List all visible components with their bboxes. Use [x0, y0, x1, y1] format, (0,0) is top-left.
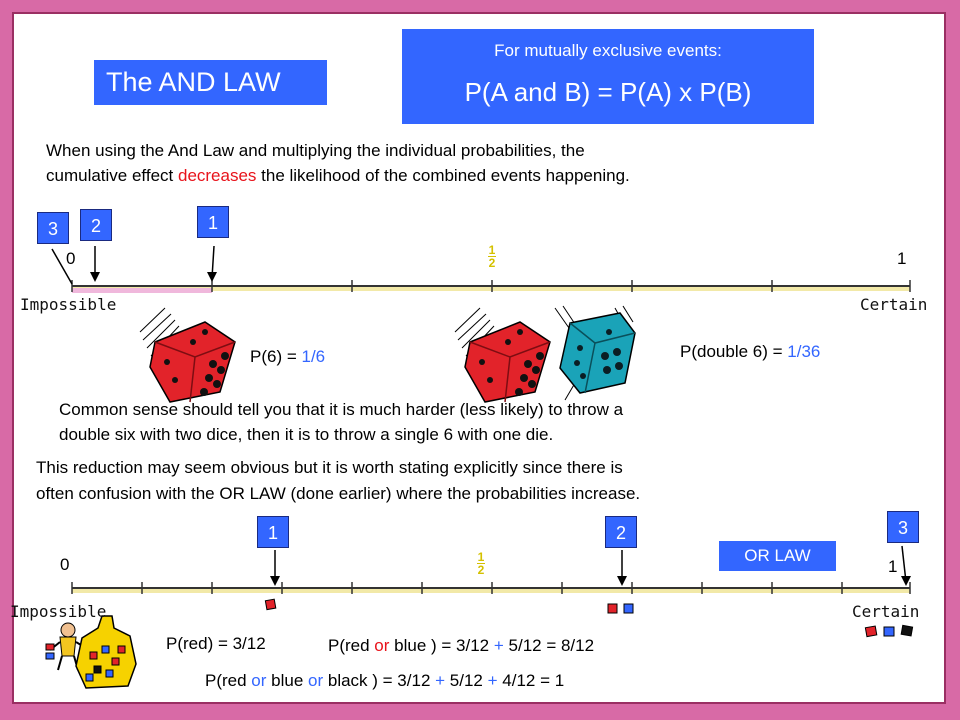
rb-part-2: blue ) = 3/12	[389, 636, 494, 655]
reduction-line-1: This reduction may seem obvious but it is worth stating explicitly since there is	[36, 458, 623, 477]
bottom-scale-fill	[72, 589, 910, 593]
rbb-part-3: black ) = 3/12	[323, 671, 436, 690]
intro-highlight-decreases: decreases	[177, 166, 257, 185]
rbb-part-4: 5/12	[445, 671, 488, 690]
common-sense-line-1: Common sense should tell you that it is much harder (less likely) to throw a	[59, 400, 624, 419]
badge-top-1: 1	[197, 206, 229, 238]
top-impossible-label: Impossible	[20, 295, 117, 314]
intro-line-2-a: cumulative effect	[46, 166, 178, 185]
rb-part-1: P(red	[328, 636, 375, 655]
top-half-numerator: 1	[488, 243, 496, 257]
red-die-single	[140, 308, 235, 402]
intro-line-2-b: the likelihood of the combined events happening.	[256, 166, 630, 185]
pdouble-equation	[680, 339, 820, 364]
p6-label: P(6) =	[250, 347, 302, 366]
p6-value: 1/6	[301, 347, 326, 366]
top-half-denominator: 2	[488, 256, 496, 270]
rbb-part-1: P(red	[205, 671, 252, 690]
formula-text: P(A and B) = P(A) x P(B)	[464, 77, 752, 107]
reduction-line-2: often confusion with the OR LAW (done earlier) where the probabilities increase.	[36, 484, 641, 503]
top-scale-low-region	[72, 288, 212, 293]
counter-bag	[76, 616, 136, 688]
badge-bottom-1: 1	[257, 516, 289, 548]
badge-bottom-2: 2	[605, 516, 637, 548]
bottom-scale-half	[474, 551, 488, 576]
or-law-label: OR LAW	[719, 541, 836, 571]
top-certain-label: Certain	[860, 295, 928, 314]
bottom-certain-label: Certain	[852, 602, 920, 621]
p-red-or-blue-or-black-equation	[205, 668, 564, 693]
teal-die	[555, 306, 635, 400]
red-die-pair	[455, 308, 550, 402]
p6-equation	[250, 344, 325, 369]
rb-part-3: 5/12 = 8/12	[503, 636, 595, 655]
top-scale-one: 1	[897, 249, 907, 268]
badge-top-3: 3	[37, 212, 69, 244]
bottom-scale-zero: 0	[60, 555, 70, 574]
bottom-half-numerator: 1	[477, 550, 485, 564]
top-scale-half	[485, 244, 499, 269]
counters-red	[265, 599, 275, 609]
pdouble-value: 1/36	[787, 342, 821, 361]
top-scale	[52, 246, 910, 293]
arrow-2-head	[90, 272, 100, 282]
p-red-or-blue-equation	[328, 633, 594, 658]
title-text: The AND LAW	[106, 67, 281, 97]
counters-red-blue-black	[865, 625, 912, 636]
rbb-plus-1: +	[435, 671, 446, 690]
top-scale-zero: 0	[66, 249, 76, 268]
rbb-or-2: or	[308, 671, 324, 690]
rbb-part-2: blue	[266, 671, 309, 690]
rb-plus: +	[493, 636, 504, 655]
common-sense-line-2: double six with two dice, then it is to throw a single 6 with one die.	[59, 425, 554, 444]
pdouble-label: P(double 6) =	[680, 342, 788, 361]
formula-subtitle: For mutually exclusive events:	[494, 41, 722, 60]
rbb-part-5: 4/12 = 1	[497, 671, 565, 690]
rbb-or-1: or	[251, 671, 267, 690]
badge-bottom-3: 3	[887, 511, 919, 543]
p-red-equation: P(red) = 3/12	[166, 634, 266, 653]
counters-red-blue	[608, 604, 633, 613]
arrow-1-head	[207, 272, 217, 282]
bottom-half-denominator: 2	[477, 563, 485, 577]
rbb-plus-2: +	[487, 671, 498, 690]
rb-or: or	[374, 636, 390, 655]
intro-line-1-text: When using the And Law and multiplying the individual probabilities, the	[46, 141, 585, 160]
bottom-scale-one: 1	[888, 557, 898, 576]
bottom-impossible-label: Impossible	[10, 602, 107, 621]
badge-top-2: 2	[80, 209, 112, 241]
